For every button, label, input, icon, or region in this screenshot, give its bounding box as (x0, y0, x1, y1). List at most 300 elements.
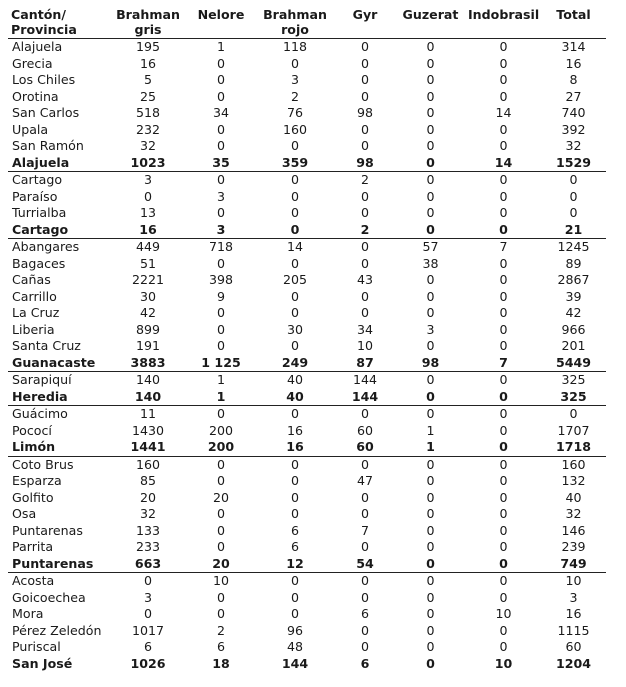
canton-cell: Paraíso (12, 188, 58, 204)
canton-row (8, 305, 606, 322)
brahman-gris-cell: 195 (135, 39, 161, 54)
brahman-gris-cell: 32 (139, 506, 157, 521)
gyr-cell: 0 (360, 72, 369, 87)
total-cell: 239 (561, 539, 586, 554)
total-cell: 32 (565, 506, 582, 521)
brahman-gris-cell: 663 (134, 555, 162, 571)
header-brahman-rojo: Brahman rojo (263, 7, 327, 37)
header-guzerat: Guzerat (402, 7, 459, 22)
nelore-cell: 20 (212, 489, 230, 505)
canton-cell: Golfito (12, 489, 54, 505)
total-cell: 325 (561, 372, 586, 387)
nelore-cell: 0 (216, 172, 225, 187)
canton-row (8, 490, 606, 507)
total-cell: 1718 (555, 439, 592, 454)
total-cell: 740 (561, 105, 586, 120)
brahman-gris-cell: 232 (135, 121, 161, 137)
province-total-row (8, 556, 606, 573)
brahman-rojo-cell: 0 (290, 338, 299, 353)
canton-cell: Limón (12, 439, 56, 454)
canton-row (8, 289, 606, 306)
brahman-rojo-cell: 14 (286, 239, 304, 254)
brahman-gris-cell: 1441 (130, 439, 166, 454)
total-cell: 21 (564, 221, 583, 237)
nelore-cell: 10 (212, 573, 230, 588)
gyr-cell: 0 (360, 622, 369, 638)
total-cell: 16 (565, 55, 582, 71)
brahman-gris-cell: 30 (139, 288, 157, 304)
guzerat-cell: 0 (426, 639, 435, 654)
indobrasil-cell: 0 (499, 473, 508, 488)
canton-row (8, 606, 606, 623)
canton-row (8, 639, 606, 656)
gyr-cell: 2 (360, 172, 369, 187)
brahman-gris-cell: 32 (139, 138, 157, 153)
brahman-rojo-cell: 0 (290, 255, 299, 271)
header-brahman-gris: Brahman gris (116, 7, 180, 37)
gyr-cell: 144 (352, 372, 378, 387)
gyr-cell: 10 (356, 338, 374, 353)
brahman-rojo-cell: 0 (290, 489, 299, 505)
guzerat-cell: 0 (426, 288, 435, 304)
nelore-cell: 35 (212, 154, 230, 170)
total-cell: 392 (561, 121, 586, 137)
brahman-gris-cell: 233 (135, 539, 161, 554)
gyr-cell: 0 (360, 255, 369, 271)
total-cell: 201 (561, 338, 586, 353)
indobrasil-cell: 10 (495, 606, 512, 621)
total-cell: 39 (565, 288, 582, 304)
guzerat-cell: 0 (426, 88, 435, 104)
gyr-cell: 0 (360, 406, 369, 421)
indobrasil-cell: 0 (499, 589, 508, 605)
canton-cell: Heredia (12, 388, 68, 404)
gyr-cell: 0 (360, 88, 369, 104)
guzerat-cell: 3 (426, 321, 435, 337)
nelore-cell: 0 (216, 88, 225, 104)
brahman-gris-cell: 0 (143, 188, 152, 204)
gyr-cell: 98 (356, 105, 374, 120)
guzerat-cell: 0 (426, 305, 435, 320)
canton-cell: Santa Cruz (12, 338, 81, 353)
total-cell: 966 (561, 321, 586, 337)
gyr-cell: 0 (360, 305, 369, 320)
indobrasil-cell: 0 (499, 338, 508, 353)
canton-cell: Goicoechea (12, 589, 86, 605)
guzerat-cell: 38 (422, 255, 439, 271)
brahman-rojo-cell: 0 (290, 589, 299, 605)
total-cell: 89 (565, 255, 582, 271)
guzerat-cell: 0 (426, 473, 435, 488)
indobrasil-cell: 10 (494, 655, 513, 671)
indobrasil-cell: 0 (499, 221, 508, 237)
indobrasil-cell: 0 (499, 539, 508, 554)
indobrasil-cell: 0 (499, 138, 508, 153)
brahman-rojo-cell: 118 (282, 39, 308, 54)
nelore-cell: 0 (216, 305, 225, 320)
indobrasil-cell: 0 (499, 489, 508, 505)
indobrasil-cell: 0 (499, 205, 508, 220)
canton-row (8, 256, 606, 273)
indobrasil-cell: 0 (499, 172, 508, 187)
nelore-cell: 0 (216, 205, 225, 220)
nelore-cell: 0 (216, 539, 225, 554)
gyr-cell: 54 (356, 555, 374, 571)
brahman-rojo-cell: 359 (281, 154, 309, 170)
canton-cell: Cartago (12, 172, 63, 187)
brahman-gris-cell: 85 (139, 473, 157, 488)
brahman-rojo-cell: 30 (286, 321, 304, 337)
canton-cell: Puntarenas (12, 555, 94, 571)
indobrasil-cell: 0 (499, 321, 508, 337)
brahman-rojo-cell: 0 (290, 573, 299, 588)
nelore-cell: 200 (207, 439, 235, 454)
canton-row (8, 105, 606, 122)
canton-cell: Carrillo (12, 288, 57, 304)
brahman-rojo-cell: 3 (290, 72, 299, 87)
guzerat-cell: 0 (426, 105, 435, 120)
gyr-cell: 2 (360, 221, 370, 237)
province-total-row (8, 439, 606, 456)
brahman-rojo-cell: 249 (281, 354, 309, 370)
guzerat-cell: 1 (426, 439, 435, 454)
total-cell: 1245 (557, 239, 590, 254)
canton-row (8, 539, 606, 556)
nelore-cell: 1 (216, 372, 225, 387)
indobrasil-cell: 0 (499, 121, 508, 137)
brahman-gris-cell: 1017 (131, 622, 165, 638)
canton-row (8, 205, 606, 222)
canton-row (8, 573, 606, 590)
header-total: Total (556, 7, 591, 22)
nelore-cell: 0 (216, 321, 225, 337)
nelore-cell: 0 (216, 589, 225, 605)
brahman-gris-cell: 1023 (130, 154, 166, 170)
indobrasil-cell: 0 (499, 456, 508, 472)
total-cell: 132 (561, 473, 586, 488)
nelore-cell: 9 (216, 288, 225, 304)
canton-row (8, 56, 606, 73)
nelore-cell: 0 (216, 72, 225, 87)
brahman-gris-cell: 160 (135, 456, 161, 472)
guzerat-cell: 0 (426, 221, 435, 237)
gyr-cell: 144 (351, 388, 379, 404)
canton-cell: Upala (12, 121, 49, 137)
brahman-rojo-cell: 0 (290, 172, 299, 187)
indobrasil-cell: 0 (499, 88, 508, 104)
brahman-rojo-cell: 6 (290, 522, 299, 538)
nelore-cell: 718 (208, 239, 234, 254)
brahman-rojo-cell: 16 (286, 439, 304, 454)
guzerat-cell: 0 (426, 573, 435, 588)
gyr-cell: 0 (360, 205, 369, 220)
canton-cell: Alajuela (12, 39, 63, 54)
indobrasil-cell: 14 (495, 105, 512, 120)
guzerat-cell: 0 (426, 655, 435, 671)
nelore-cell: 20 (212, 555, 230, 571)
canton-cell: Liberia (12, 321, 55, 337)
brahman-rojo-cell: 144 (281, 655, 309, 671)
guzerat-cell: 0 (426, 522, 435, 538)
nelore-cell: 0 (216, 138, 225, 153)
total-cell: 42 (565, 305, 582, 320)
gyr-cell: 47 (356, 473, 374, 488)
gyr-cell: 0 (360, 288, 369, 304)
total-cell: 16 (565, 606, 582, 621)
nelore-cell: 3 (216, 221, 226, 237)
brahman-rojo-cell: 0 (290, 288, 299, 304)
guzerat-cell: 0 (426, 138, 435, 153)
brahman-rojo-cell: 40 (286, 388, 304, 404)
brahman-rojo-cell: 0 (290, 55, 299, 71)
total-cell: 32 (565, 138, 582, 153)
province-total-row (8, 222, 606, 239)
gyr-cell: 7 (360, 522, 369, 538)
total-cell: 1115 (557, 622, 590, 638)
guzerat-cell: 0 (426, 172, 435, 187)
canton-cell: Parrita (12, 539, 54, 554)
guzerat-cell: 57 (422, 239, 439, 254)
brahman-gris-cell: 133 (135, 522, 161, 538)
canton-row (8, 338, 606, 355)
nelore-cell: 0 (216, 473, 225, 488)
brahman-gris-cell: 899 (135, 321, 161, 337)
gyr-cell: 0 (360, 39, 369, 54)
canton-cell: Acosta (12, 573, 55, 588)
brahman-rojo-cell: 16 (286, 422, 304, 438)
indobrasil-cell: 0 (499, 555, 508, 571)
canton-cell: Abangares (12, 239, 80, 254)
header-row (8, 8, 606, 39)
canton-cell: Alajuela (12, 154, 70, 170)
total-cell: 2867 (557, 272, 590, 287)
table-container (8, 8, 606, 672)
guzerat-cell: 0 (426, 154, 435, 170)
table-header (8, 8, 606, 39)
canton-cell: Mora (12, 606, 44, 621)
nelore-cell: 0 (216, 522, 225, 538)
brahman-gris-cell: 449 (135, 239, 161, 254)
total-cell: 3 (569, 589, 578, 605)
province-total-row (8, 389, 606, 406)
canton-cell: Grecia (12, 55, 53, 71)
nelore-cell: 0 (216, 406, 225, 421)
brahman-gris-cell: 25 (139, 88, 157, 104)
guzerat-cell: 0 (426, 622, 435, 638)
guzerat-cell: 0 (426, 272, 435, 287)
canton-cell: Esparza (12, 473, 62, 488)
brahman-gris-cell: 3 (143, 172, 152, 187)
indobrasil-cell: 0 (499, 188, 508, 204)
guzerat-cell: 0 (426, 489, 435, 505)
province-total-row (8, 155, 606, 172)
total-cell: 314 (561, 39, 586, 54)
brahman-gris-cell: 11 (139, 406, 157, 421)
gyr-cell: 6 (360, 655, 370, 671)
total-cell: 60 (565, 639, 582, 654)
table-body (8, 39, 606, 673)
guzerat-cell: 0 (426, 406, 435, 421)
nelore-cell: 34 (212, 105, 230, 120)
header-nelore: Nelore (197, 7, 245, 22)
total-cell: 0 (569, 172, 578, 187)
nelore-cell: 200 (208, 422, 234, 438)
gyr-cell: 0 (360, 506, 369, 521)
nelore-cell: 0 (216, 456, 225, 472)
brahman-gris-cell: 51 (139, 255, 157, 271)
canton-cell: Sarapiquí (12, 372, 72, 387)
brahman-rojo-cell: 0 (290, 205, 299, 220)
canton-cell: Guanacaste (12, 354, 96, 370)
indobrasil-cell: 0 (499, 406, 508, 421)
indobrasil-cell: 0 (499, 288, 508, 304)
brahman-gris-cell: 1026 (130, 655, 166, 671)
brahman-rojo-cell: 12 (286, 555, 304, 571)
total-cell: 1707 (557, 422, 590, 438)
brahman-gris-cell: 140 (135, 372, 161, 387)
canton-cell: Pococí (12, 422, 52, 438)
brahman-gris-cell: 16 (139, 55, 157, 71)
canton-row (8, 72, 606, 89)
guzerat-cell: 0 (426, 72, 435, 87)
brahman-gris-cell: 2221 (131, 272, 165, 287)
total-cell: 1204 (555, 655, 592, 671)
indobrasil-cell: 0 (499, 55, 508, 71)
indobrasil-cell: 7 (499, 354, 508, 370)
canton-row (8, 39, 606, 56)
guzerat-cell: 0 (426, 205, 435, 220)
gyr-cell: 0 (360, 121, 369, 137)
canton-row (8, 456, 606, 473)
brahman-rojo-cell: 76 (286, 105, 304, 120)
total-cell: 749 (560, 555, 587, 571)
total-cell: 8 (569, 72, 578, 87)
indobrasil-cell: 0 (499, 439, 508, 454)
gyr-cell: 60 (356, 422, 374, 438)
total-cell: 10 (565, 573, 582, 588)
brahman-gris-cell: 3883 (130, 354, 166, 370)
canton-cell: San Carlos (12, 105, 80, 120)
province-total-row (8, 355, 606, 372)
gyr-cell: 0 (360, 239, 369, 254)
brahman-rojo-cell: 0 (290, 188, 299, 204)
gyr-cell: 0 (360, 138, 369, 153)
guzerat-cell: 98 (421, 354, 440, 370)
brahman-gris-cell: 42 (139, 305, 157, 320)
total-cell: 0 (569, 205, 578, 220)
indobrasil-cell: 0 (499, 72, 508, 87)
total-cell: 325 (560, 388, 587, 404)
nelore-cell: 398 (208, 272, 234, 287)
canton-cell: Cartago (12, 221, 69, 237)
nelore-cell: 2 (216, 622, 225, 638)
canton-cell: Pérez Zeledón (12, 622, 102, 638)
brahman-rojo-cell: 6 (290, 539, 299, 554)
nelore-cell: 3 (216, 188, 225, 204)
brahman-rojo-cell: 205 (282, 272, 308, 287)
canton-row (8, 406, 606, 423)
gyr-cell: 60 (356, 439, 374, 454)
indobrasil-cell: 0 (499, 305, 508, 320)
indobrasil-cell: 0 (499, 522, 508, 538)
canton-cell: San José (12, 655, 73, 671)
brahman-rojo-cell: 0 (290, 456, 299, 472)
nelore-cell: 18 (212, 655, 230, 671)
total-cell: 40 (565, 489, 582, 505)
brahman-rojo-cell: 0 (290, 406, 299, 421)
total-cell: 5449 (555, 354, 592, 370)
brahman-rojo-cell: 0 (290, 606, 299, 621)
canton-row (8, 89, 606, 106)
total-cell: 0 (569, 188, 578, 204)
canton-row (8, 122, 606, 139)
indobrasil-cell: 7 (499, 239, 508, 254)
indobrasil-cell: 0 (499, 422, 508, 438)
gyr-cell: 0 (360, 489, 369, 505)
total-cell: 0 (569, 406, 578, 421)
brahman-gris-cell: 6 (143, 639, 152, 654)
canton-row (8, 138, 606, 155)
gyr-cell: 6 (360, 606, 369, 621)
total-cell: 146 (561, 522, 586, 538)
gyr-cell: 0 (360, 539, 369, 554)
canton-row (8, 473, 606, 490)
brahman-gris-cell: 0 (143, 573, 152, 588)
guzerat-cell: 0 (426, 506, 435, 521)
gyr-cell: 34 (356, 321, 374, 337)
nelore-cell: 0 (216, 506, 225, 521)
indobrasil-cell: 0 (499, 255, 508, 271)
brahman-gris-cell: 518 (135, 105, 161, 120)
canton-row (8, 172, 606, 189)
gyr-cell: 0 (360, 55, 369, 71)
canton-row (8, 623, 606, 640)
canton-row (8, 423, 606, 440)
gyr-cell: 0 (360, 188, 369, 204)
header-gyr: Gyr (352, 7, 378, 22)
gyr-cell: 87 (356, 354, 374, 370)
canton-row (8, 239, 606, 256)
nelore-cell: 0 (216, 121, 225, 137)
total-cell: 160 (561, 456, 586, 472)
gyr-cell: 0 (360, 589, 369, 605)
indobrasil-cell: 0 (499, 506, 508, 521)
header-indobrasil: Indobrasil (468, 7, 540, 22)
guzerat-cell: 0 (426, 589, 435, 605)
guzerat-cell: 0 (426, 188, 435, 204)
gyr-cell: 0 (360, 456, 369, 472)
canton-row (8, 322, 606, 339)
brahman-rojo-cell: 48 (286, 639, 304, 654)
indobrasil-cell: 0 (499, 272, 508, 287)
canton-cell: Guácimo (12, 406, 68, 421)
canton-cell: La Cruz (12, 305, 60, 320)
brahman-rojo-cell: 40 (286, 372, 304, 387)
brahman-rojo-cell: 0 (290, 473, 299, 488)
indobrasil-cell: 0 (499, 573, 508, 588)
nelore-cell: 1 (216, 388, 226, 404)
guzerat-cell: 0 (426, 606, 435, 621)
brahman-gris-cell: 5 (143, 72, 152, 87)
gyr-cell: 98 (356, 154, 374, 170)
canton-row (8, 506, 606, 523)
canton-cell: Turrialba (12, 205, 67, 220)
guzerat-cell: 1 (426, 422, 435, 438)
nelore-cell: 6 (216, 639, 225, 654)
canton-row (8, 372, 606, 389)
brahman-rojo-cell: 0 (290, 221, 300, 237)
canton-cell: San Ramón (12, 138, 84, 153)
